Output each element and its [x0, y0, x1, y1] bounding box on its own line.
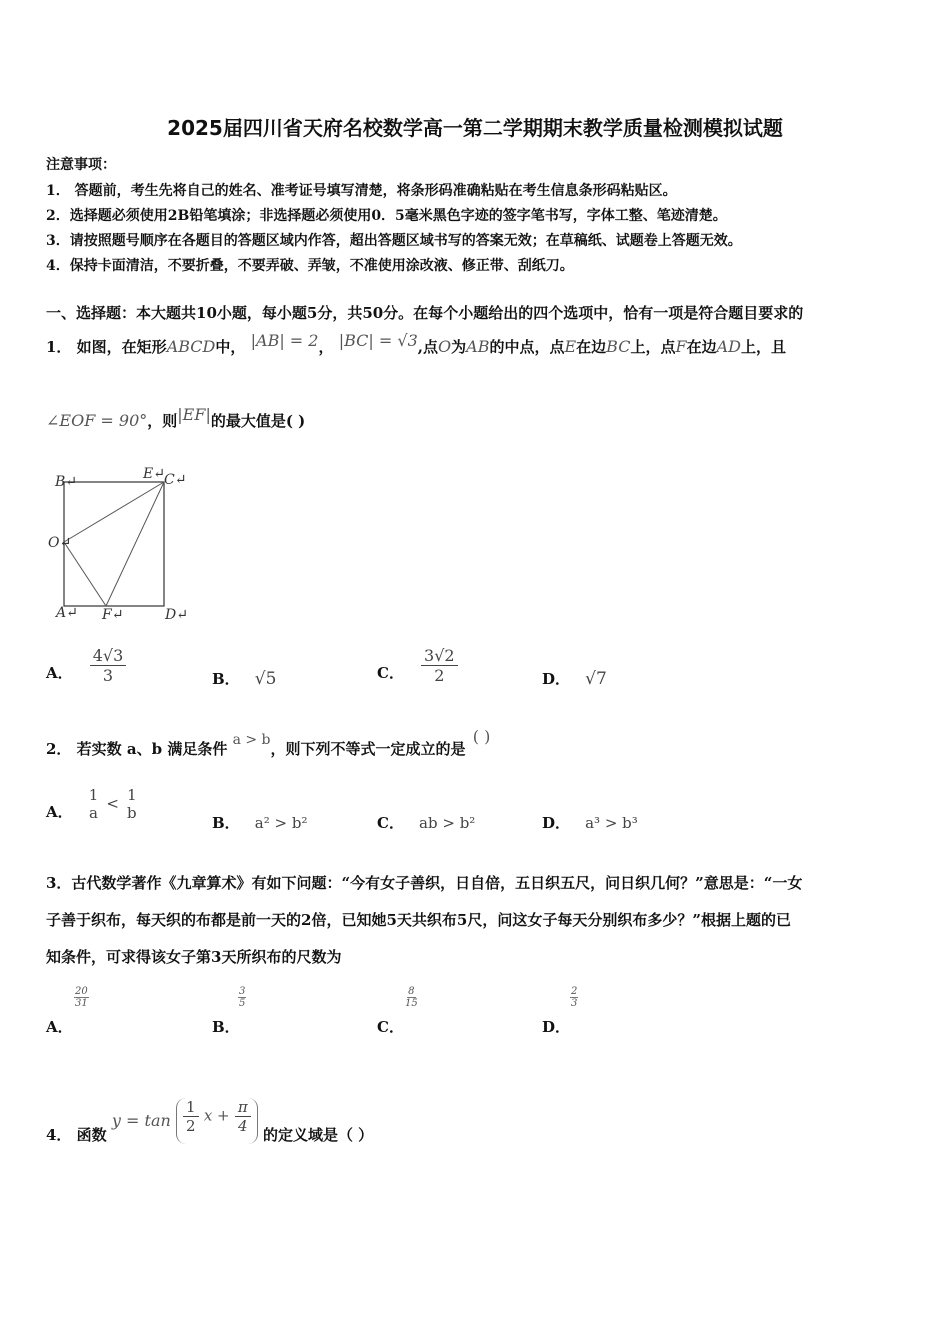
option-label: B．: [212, 814, 240, 832]
section-heading: 一、选择题：本大题共10小题，每小题5分，共50分。在每个小题给出的四个选项中，恰有一项是符合题目要求的: [46, 304, 804, 322]
question-number: 2．: [46, 740, 72, 758]
q1-option-d[interactable]: [542, 668, 607, 689]
q1-math: F: [675, 337, 687, 356]
option-numerator: 1: [88, 786, 99, 804]
option-denominator: 3: [571, 998, 578, 1009]
q2-option-b[interactable]: [212, 812, 307, 833]
option-value: a³ > b³: [585, 814, 638, 832]
q1-text: 如图，在矩形: [76, 338, 167, 356]
option-numerator: 3: [239, 986, 246, 997]
note-item-2: 2．选择题必须使用2B铅笔填涂；非选择题必须使用0．5毫米黑色字迹的签字笔书写，字体工整、笔迹清楚。: [46, 208, 727, 224]
option-label: C．: [377, 1018, 404, 1036]
q4-numerator: π: [235, 1098, 251, 1117]
option-denominator: b: [127, 804, 137, 822]
note-item-1: 1． 答题前，考生先将自己的姓名、准考证号填写清楚，将条形码准确粘贴在考生信息条形码粘贴区。: [46, 183, 677, 199]
option-label: A．: [46, 1018, 73, 1036]
option-numerator: 3√2: [421, 646, 458, 666]
option-label: B．: [212, 1018, 240, 1036]
q2-text: 若实数 a、b 满足条件: [76, 740, 228, 758]
label-d: D↵: [165, 607, 188, 623]
q1-math: BC: [606, 337, 631, 356]
option-numerator: 1: [127, 786, 137, 804]
q1-text: 的最大值是( ): [210, 412, 306, 430]
question-2: [46, 727, 491, 759]
option-denominator: a: [89, 804, 98, 822]
q1-text: ,点: [417, 338, 438, 356]
option-label: A．: [46, 664, 73, 683]
option-label: B．: [212, 670, 240, 688]
q4-denominator: 4: [238, 1117, 248, 1135]
question-4: [46, 1098, 373, 1150]
q2-math: a > b: [232, 732, 271, 748]
label-f: F↵: [102, 607, 124, 623]
option-value: a² > b²: [254, 814, 308, 832]
option-denominator: 2: [434, 666, 445, 686]
q1-text: 在边: [686, 338, 717, 356]
option-label: D．: [542, 670, 571, 688]
label-a: A↵: [56, 605, 78, 621]
option-value: √5: [254, 669, 277, 689]
q1-math: |EF|: [177, 405, 211, 424]
label-c: C↵: [164, 472, 187, 488]
label-b: B↵: [55, 474, 78, 490]
q4-math: y = tan: [111, 1111, 171, 1130]
option-denominator: 15: [405, 998, 418, 1009]
q1-text: 为: [451, 338, 467, 356]
q1-option-b[interactable]: [212, 668, 276, 689]
note-item-3: 3．请按照题号顺序在各题目的答题区域内作答，超出答题区域书写的答案无效；在草稿纸、试题卷上答题无效。: [46, 233, 742, 249]
q4-text: 函数: [76, 1126, 107, 1144]
q2-option-c[interactable]: [377, 812, 475, 833]
option-label: D．: [542, 1018, 571, 1036]
option-numerator: 4√3: [90, 646, 127, 666]
q1-math: E: [564, 337, 577, 356]
q1-math: AB: [466, 337, 490, 356]
q1-text: 的中点，点: [489, 338, 565, 356]
option-numerator: 2: [571, 986, 578, 997]
q2-option-d[interactable]: [542, 812, 638, 833]
option-label: C．: [377, 814, 404, 832]
q1-math: |AB| = 2: [250, 331, 319, 350]
notes-heading: 注意事项：: [46, 157, 116, 173]
option-denominator: 31: [75, 998, 88, 1009]
answer-paren: ( ): [472, 727, 491, 746]
question-1-line-2: [46, 405, 306, 431]
document-title: 2025届四川省天府名校数学高一第二学期期末教学质量检测模拟试题: [167, 116, 783, 140]
q1-math: ∠EOF = 90°: [46, 411, 148, 430]
option-label: C．: [377, 664, 404, 683]
option-denominator: 3: [102, 666, 114, 686]
q4-text: 的定义域是（ ）: [262, 1126, 374, 1144]
question-3-line-3: 知条件，可求得该女子第3天所织布的尺数为: [46, 948, 342, 966]
rectangle-figure: [44, 462, 204, 632]
option-operator: <: [106, 794, 119, 813]
option-value: √7: [585, 669, 607, 689]
q4-numerator: 1: [183, 1098, 199, 1117]
question-1-line-1: [46, 331, 787, 357]
q1-option-c[interactable]: [377, 646, 458, 685]
q1-math: |BC| = √3: [338, 331, 418, 350]
option-label: A．: [46, 802, 73, 821]
option-value: ab > b²: [419, 814, 476, 832]
note-item-4: 4．保持卡面清洁，不要折叠，不要弄破、弄皱，不准使用涂改液、修正带、刮纸刀。: [46, 258, 574, 274]
q2-option-a[interactable]: [46, 786, 140, 822]
q1-text: 上，且: [741, 338, 787, 356]
q1-text: ，则: [147, 412, 178, 430]
question-3-line-1: 3．古代数学著作《九章算术》有如下问题：“今有女子善织，日自倍，五日织五尺，问日织几何？”意思是：“一女: [46, 874, 803, 892]
question-3-line-2: 子善于织布，每天织的布都是前一天的2倍，已知她5天共织布5尺，问这女子每天分别织布多少？”根据上题的已: [46, 911, 791, 929]
label-o: O↵: [48, 535, 72, 551]
q1-math: O: [438, 337, 452, 356]
q4-math: x +: [203, 1106, 230, 1125]
q1-text: ，: [318, 338, 334, 356]
option-denominator: 5: [239, 998, 246, 1009]
question-number: 4．: [46, 1126, 72, 1144]
label-e: E↵: [143, 466, 165, 482]
option-numerator: 8: [408, 986, 415, 997]
q1-math: ABCD: [166, 337, 216, 356]
q1-text: 在边: [576, 338, 607, 356]
q1-math: AD: [716, 337, 741, 356]
q1-option-a[interactable]: [46, 646, 126, 685]
q1-text: 上，点: [630, 338, 676, 356]
q4-denominator: 2: [186, 1117, 196, 1135]
option-numerator: 20: [75, 986, 88, 997]
q1-text: 中，: [215, 338, 246, 356]
option-label: D．: [542, 814, 571, 832]
q2-text: ，则下列不等式一定成立的是: [270, 740, 466, 758]
question-number: 1．: [46, 338, 72, 356]
